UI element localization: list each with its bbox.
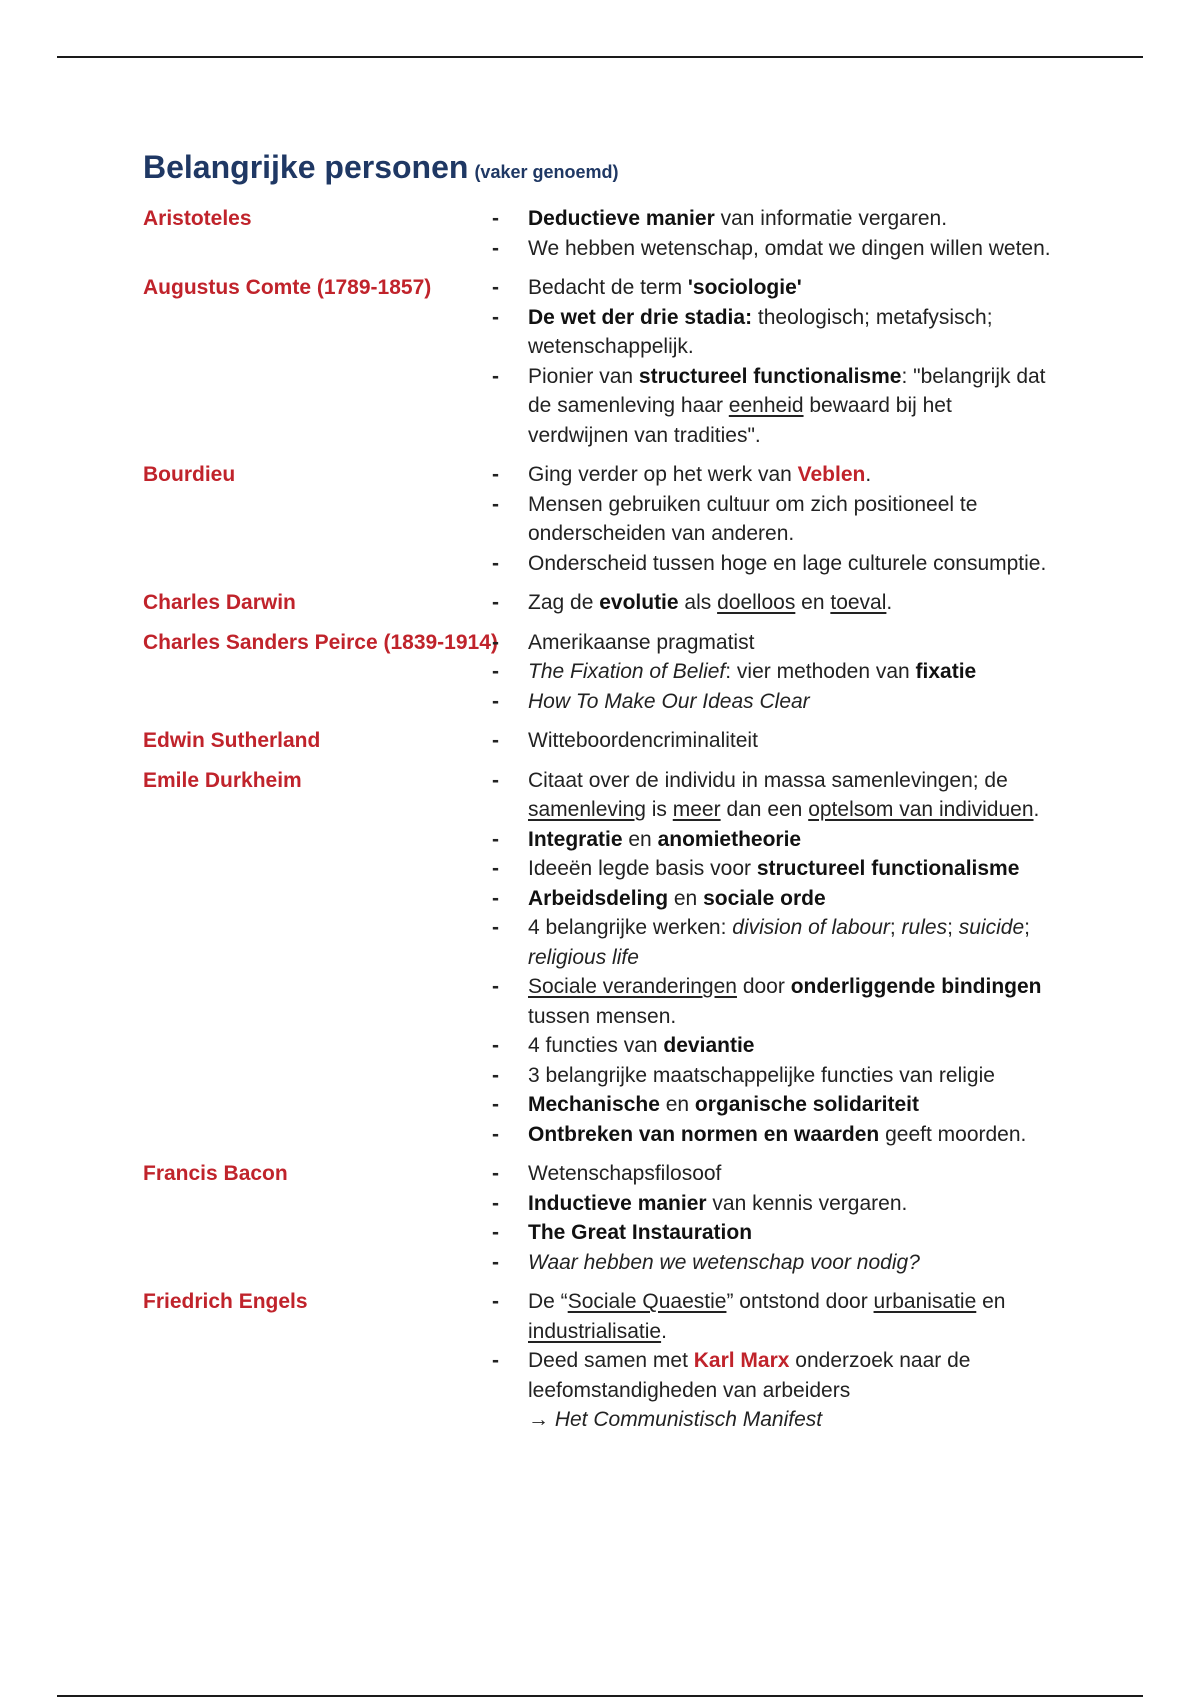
bullet-item bbox=[492, 1405, 1052, 1435]
text-run: en bbox=[976, 1290, 1006, 1313]
top-rule bbox=[57, 56, 1143, 58]
text-run: ; bbox=[947, 916, 959, 939]
text-run: evolutie bbox=[599, 591, 679, 614]
bullet-item bbox=[492, 1189, 1052, 1219]
text-run: Mechanische bbox=[528, 1093, 660, 1116]
text-run: . bbox=[661, 1319, 667, 1343]
text-run: Zag de bbox=[528, 591, 600, 614]
text-run: urbanisatie bbox=[873, 1290, 977, 1313]
person-name: Bourdieu bbox=[143, 463, 236, 486]
text-run: doelloos bbox=[717, 591, 796, 614]
text-run: Ideeën legde basis voor bbox=[528, 857, 757, 880]
text-run: Onderscheid tussen hoge en lage culturele consumptie. bbox=[528, 551, 1047, 575]
text-run: industrialisatie bbox=[528, 1319, 662, 1343]
person-entry bbox=[143, 628, 1143, 717]
text-run: Waar hebben we wetenschap voor nodig? bbox=[528, 1250, 920, 1274]
bullet-item bbox=[492, 1287, 1052, 1346]
bullet-item bbox=[492, 913, 1052, 972]
bullet-item bbox=[492, 1346, 1052, 1405]
text-run: en bbox=[659, 1093, 695, 1116]
heading-subtitle: (vaker genoemd) bbox=[474, 162, 619, 182]
text-run: 'sociologie' bbox=[687, 276, 802, 299]
text-run: Ontbreken van normen en waarden bbox=[528, 1122, 880, 1146]
text-run: Deductieve manier bbox=[528, 207, 715, 230]
text-run: onderliggende bindingen bbox=[790, 975, 1042, 998]
page-heading bbox=[143, 145, 1143, 194]
text-run: organische solidariteit bbox=[694, 1093, 919, 1116]
person-entry bbox=[143, 726, 1143, 756]
text-run: en bbox=[668, 886, 704, 910]
text-run: How To Make Our Ideas Clear bbox=[528, 689, 810, 713]
text-run: Het Communistisch Manifest bbox=[549, 1408, 823, 1431]
text-run: toeval bbox=[830, 591, 887, 614]
person-bullets bbox=[492, 204, 1052, 263]
text-run: Amerikaanse pragmatist bbox=[528, 630, 755, 654]
person-bullets bbox=[492, 726, 1052, 756]
text-run: De “ bbox=[528, 1290, 568, 1313]
text-run: Sociale Quaestie bbox=[567, 1290, 727, 1313]
text-run: The Fixation of Belief bbox=[528, 660, 726, 683]
bullet-item bbox=[492, 726, 1052, 756]
bottom-rule bbox=[57, 1695, 1143, 1697]
person-name: Charles Sanders Peirce (1839-1914) bbox=[143, 630, 498, 654]
text-run: en bbox=[795, 591, 831, 614]
text-run: Mensen gebruiken cultuur om zich positioneel te onderscheiden van anderen. bbox=[528, 492, 978, 545]
text-run: 4 functies van bbox=[528, 1034, 664, 1057]
text-run: sociale orde bbox=[703, 886, 826, 910]
person-name: Edwin Sutherland bbox=[143, 729, 321, 752]
text-run: The Great Instauration bbox=[528, 1221, 753, 1244]
bullet-item bbox=[492, 234, 1052, 264]
text-run: anomietheorie bbox=[657, 827, 802, 851]
text-run: ; bbox=[889, 916, 902, 939]
bullet-item bbox=[492, 549, 1052, 579]
person-name: Friedrich Engels bbox=[143, 1290, 308, 1313]
person-bullets bbox=[492, 1287, 1052, 1435]
heading-title: Belangrijke personen bbox=[143, 149, 469, 185]
text-run: fixatie bbox=[915, 660, 977, 683]
text-run: structureel functionalisme bbox=[756, 857, 1020, 880]
person-entry bbox=[143, 588, 1143, 618]
text-run: theologisch; metafysisch; wetenschappelijk. bbox=[528, 305, 993, 358]
arrow-right-icon: → bbox=[528, 1408, 549, 1431]
bullet-item bbox=[492, 1031, 1052, 1061]
text-run: als bbox=[678, 591, 718, 614]
bullet-item bbox=[492, 854, 1052, 884]
text-run: Witteboordencriminaliteit bbox=[528, 729, 758, 752]
person-entry bbox=[143, 460, 1143, 578]
text-run: onderzoek naar de leefomstandigheden van arbeiders bbox=[528, 1349, 971, 1402]
bullet-item bbox=[492, 460, 1052, 490]
bullet-item bbox=[492, 362, 1052, 451]
bullet-item bbox=[492, 972, 1052, 1031]
text-run: structureel functionalisme bbox=[638, 364, 902, 388]
person-entry bbox=[143, 1159, 1143, 1277]
bullet-item bbox=[492, 204, 1052, 234]
text-run: tussen mensen. bbox=[528, 1004, 677, 1028]
bullet-item bbox=[492, 490, 1052, 549]
text-run: geeft moorden. bbox=[879, 1122, 1027, 1146]
person-name: Aristoteles bbox=[143, 207, 252, 230]
bullet-item bbox=[492, 1248, 1052, 1278]
text-run: deviantie bbox=[663, 1034, 755, 1057]
text-run: Citaat over de individu in massa samenlevingen; de bbox=[528, 768, 1008, 792]
text-run: Sociale veranderingen bbox=[528, 975, 737, 998]
text-run: dan een bbox=[720, 798, 809, 821]
person-bullets bbox=[492, 273, 1052, 450]
person-name: Emile Durkheim bbox=[143, 768, 302, 792]
persons-list bbox=[143, 204, 1143, 1435]
text-run: is bbox=[645, 798, 673, 821]
person-bullets bbox=[492, 588, 1052, 618]
text-run: : vier methoden van bbox=[725, 660, 916, 683]
person-entry bbox=[143, 204, 1143, 263]
bullet-item bbox=[492, 588, 1052, 618]
bullet-item bbox=[492, 657, 1052, 687]
text-run: eenheid bbox=[728, 394, 804, 417]
bullet-item bbox=[492, 825, 1052, 855]
text-run: . bbox=[1033, 798, 1040, 821]
text-run: Wetenschapsfilosoof bbox=[528, 1162, 722, 1185]
text-run: 4 belangrijke werken: bbox=[528, 916, 733, 939]
text-run: Inductieve manier bbox=[528, 1191, 707, 1215]
bullet-item bbox=[492, 687, 1052, 717]
text-run: bewaard bij het verdwijnen van tradities". bbox=[528, 394, 952, 447]
text-run: en bbox=[622, 827, 658, 851]
text-run: van kennis vergaren. bbox=[706, 1191, 908, 1215]
text-run: samenleving bbox=[528, 798, 646, 821]
text-run: ; bbox=[1024, 916, 1030, 939]
text-run: Bedacht de term bbox=[528, 276, 688, 299]
page-content bbox=[143, 145, 1143, 1445]
bullet-item bbox=[492, 884, 1052, 914]
bullet-item bbox=[492, 1120, 1052, 1150]
person-bullets bbox=[492, 460, 1052, 578]
text-run: Ging verder op het werk van bbox=[528, 463, 798, 486]
text-run: ” ontstond door bbox=[726, 1290, 874, 1313]
text-run: Deed samen met bbox=[528, 1349, 694, 1372]
text-run: Integratie bbox=[528, 827, 623, 851]
text-run: De wet der drie stadia: bbox=[528, 305, 753, 329]
bullet-item bbox=[492, 766, 1052, 825]
text-run: suicide bbox=[958, 916, 1025, 939]
text-run: . bbox=[886, 591, 893, 614]
bullet-item bbox=[492, 1159, 1052, 1189]
text-run: rules bbox=[901, 916, 948, 939]
person-entry bbox=[143, 1287, 1143, 1435]
person-name: Charles Darwin bbox=[143, 591, 296, 614]
text-run: meer bbox=[672, 798, 721, 821]
person-name: Augustus Comte (1789-1857) bbox=[143, 276, 432, 299]
text-run: Arbeidsdeling bbox=[528, 886, 669, 910]
text-run: We hebben wetenschap, omdat we dingen willen weten. bbox=[528, 236, 1051, 260]
bullet-item bbox=[492, 628, 1052, 658]
person-name: Francis Bacon bbox=[143, 1162, 288, 1185]
person-bullets bbox=[492, 628, 1052, 717]
person-entry bbox=[143, 273, 1143, 450]
person-entry bbox=[143, 766, 1143, 1150]
text-run: door bbox=[736, 975, 791, 998]
text-run: : "belangrijk dat de samenleving haar bbox=[528, 364, 1046, 417]
bullet-item bbox=[492, 1090, 1052, 1120]
person-bullets bbox=[492, 766, 1052, 1150]
text-run: Veblen bbox=[797, 463, 866, 486]
bullet-item bbox=[492, 273, 1052, 303]
text-run: division of labour bbox=[732, 916, 890, 939]
text-run: religious life bbox=[528, 945, 639, 969]
bullet-item bbox=[492, 1218, 1052, 1248]
text-run: van informatie vergaren. bbox=[714, 207, 948, 230]
bullet-item bbox=[492, 303, 1052, 362]
bullet-item bbox=[492, 1061, 1052, 1091]
person-bullets bbox=[492, 1159, 1052, 1277]
text-run: Pionier van bbox=[528, 364, 639, 388]
text-run: Karl Marx bbox=[693, 1349, 790, 1372]
text-run: . bbox=[865, 463, 872, 486]
text-run: optelsom van individuen bbox=[808, 798, 1034, 821]
text-run: 3 belangrijke maatschappelijke functies van religie bbox=[528, 1063, 995, 1087]
